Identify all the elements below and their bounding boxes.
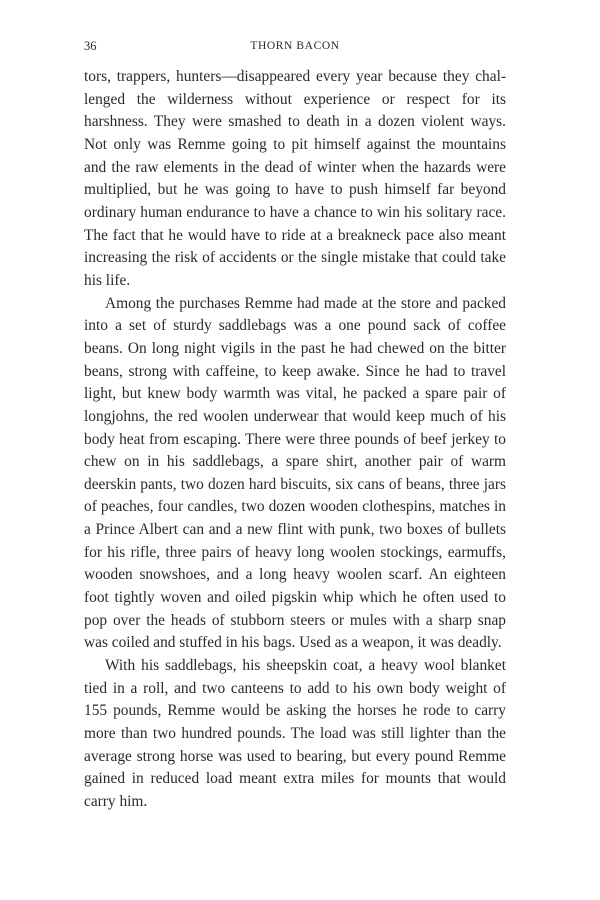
paragraph-continued: tors, trappers, hunters—disappeared every year because they challenged the wilderness without experience or respect for its harshness. They were smashed to death in a dozen violent ways. Not only was Remme going to pit himself against the mountains and the raw elements in the dead of winter when the hazards were multiplied, but he was going to have to push himself far beyond ordinary human endurance to have a chance to win his solitary race. The fact that he would have to ride at a breakneck pace also meant increasing the risk of accidents or the single mistake that could take his life.	[84, 68, 506, 289]
running-title: THORN BACON	[250, 40, 340, 52]
page-number: 36	[84, 39, 97, 53]
paragraph-load: With his saddlebags, his sheepskin coat, a heavy wool blanket tied in a roll, and two canteens to add to his own body weight of 155 pounds, Remme would be asking the horses he rode to carry more than two hundred pounds. The load was still lighter than the average strong horse was used to bearing, but every pound Remme gained in reduced load meant extra miles for mounts that would carry him.	[84, 657, 506, 810]
body-text	[84, 66, 506, 814]
paragraph-purchases: Among the purchases Remme had made at the store and packed into a set of sturdy saddlebags was a one pound sack of coffee beans. On long night vigils in the past he had chewed on the bitter beans, strong with caffeine, to keep awake. Since he had to travel light, but knew body warmth was vital, he packed a spare pair of longjohns, the red woolen underwear that would keep much of his body heat from escaping. There were three pounds of beef jerkey to chew on in his saddlebags, a spare shirt, another pair of warm deerskin pants, two dozen hard biscuits, six cans of beans, three jars of peaches, four candles, two dozen wooden clothespins, matches in a Prince Albert can and a new flint with punk, two boxes of bullets for his rifle, three pairs of heavy long woolen stockings, earmuffs, wooden snowshoes, and a long heavy woolen scarf. An eighteen foot tightly woven and oiled pigskin whip which he often used to pop over the heads of stubborn steers or mules with a sharp snap was coiled and stuffed in his bags. Used as a weapon, it was deadly.	[84, 294, 506, 652]
running-head	[84, 37, 506, 55]
